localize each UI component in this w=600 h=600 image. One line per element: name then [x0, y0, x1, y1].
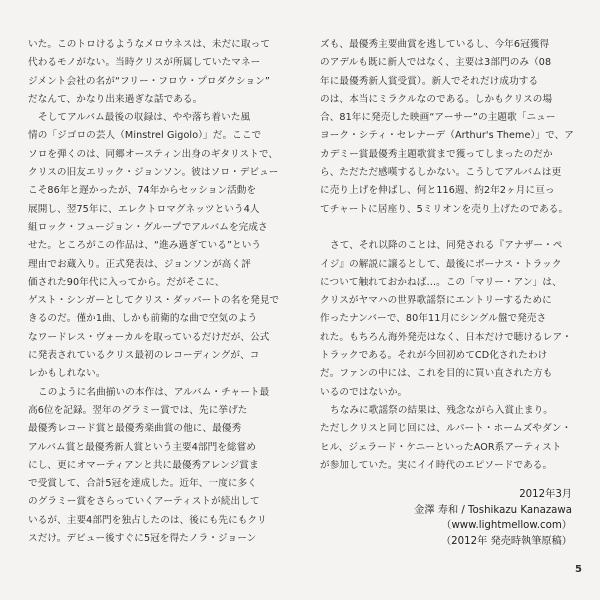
text-line: せた。ところがこの作品は、“進み過ぎている”という [28, 240, 262, 252]
text-line: ズも、最優秀主要曲賞を逃しているし、今年6冠獲得 [320, 39, 550, 50]
text-line: のアデルも既に新人ではなく、主要は3部門のみ（08 [320, 57, 552, 69]
page-number: 5 [575, 564, 582, 575]
paragraph-gap [320, 219, 578, 237]
text-line: 情の「ジゴロの芸人（Minstrel Gigolo）」だ。ここで [28, 130, 262, 142]
text-line: きるのだ。僅か1曲、しかも前衛的な曲で空気のよう [28, 313, 258, 325]
text-line: レかもしれない。 [28, 368, 106, 380]
text-line: について触れておかねば…。この「マリー・アン」は、 [320, 276, 562, 288]
left-column [28, 36, 296, 548]
text-line: が参加していた。実にイイ時代のエピソードである。 [320, 459, 553, 471]
text-line: 組ロック・フュージョン・グループでアルバムを完成さ [28, 221, 268, 233]
signature-website: （www.lightmellow.com） [441, 520, 572, 531]
text-line: いるが、主要4部門を独占したのは、後にも先にもクリ [28, 514, 267, 526]
text-line: ちなみに歌謡祭の結果は、残念ながら入賞止まり。 [330, 404, 553, 416]
text-line: だ。ファンの中には、これを目的に買い直された方も [320, 368, 553, 380]
text-line: さて、それ以降のことは、同発される『アナザー・ペ [330, 240, 563, 252]
text-line: イジ』の解説に譲るとして、最後にボーナス・トラック [320, 258, 562, 270]
text-line: れた。もちろん海外発売はなく、日本だけで聴けるレア・ [320, 331, 572, 343]
text-line: スだけ。デビュー後すぐに5冠を得たノラ・ジョーン [28, 533, 257, 545]
text-line: クリスがヤマハの世界歌謡祭にエントリーするために [320, 295, 552, 307]
text-line: 合、81年に発売した映画“アーサー”の主題歌「ニュー [320, 112, 556, 124]
text-line: ヨーク・シティ・セレナーデ（Arthur's Theme）」で、ア [320, 130, 574, 142]
text-line: にし、更にオマーティアンと共に最優秀アレンジ賞ま [28, 459, 259, 471]
text-line: だなんて、かなり出来過ぎな話である。 [28, 93, 203, 105]
text-line: のグラミー賞をさらっていくアーティストが続出して [28, 496, 260, 508]
author-signature [414, 487, 572, 549]
text-line: 展開し、翌75年に、エレクトロマグネッツという4人 [28, 203, 260, 215]
text-line: いるのではないか。 [320, 386, 408, 398]
signature-date: 2012年3月 [519, 489, 572, 500]
signature-note: （2012年 発売時執筆原稿） [440, 535, 572, 547]
text-line: アルバム賞と最優秀新人賞という主要4部門を総嘗め [28, 441, 257, 453]
text-line: に発表されているクリス最初のレコーディングが、コ [28, 350, 260, 362]
text-line: 年に最優秀新人賞受賞）。新人でそれだけ成功する [320, 75, 539, 87]
text-line: 理由でお蔵入り。正式発表は、ジョンソンが高く評 [28, 258, 251, 270]
signature-author: 金澤 寿和 / Toshikazu Kanazawa [414, 504, 572, 516]
text-line: ら、ただただ感嘆するしかない。こうしてアルバムは更 [320, 167, 562, 179]
text-line: なワードレス・ヴォーカルを取っているだけだが、公式 [28, 331, 270, 343]
text-line: クリスの旧友エリック・ジョンソン。彼はソロ・デビュー [28, 167, 279, 179]
text-line: ジメント会社の名が“フリー・フロウ・プロダクション” [28, 75, 270, 87]
text-line: 最優秀レコード賞と最優秀楽曲賞の他に、最優秀 [28, 423, 242, 435]
text-line: てチャートに居座り、5ミリオンを売り上げたのである。 [320, 203, 569, 215]
text-line: ソロを弾くのは、同郷オースティン出身のギタリストで、 [28, 148, 279, 160]
text-line: 高6位を記録。翌年のグラミー賞では、先に挙げた [28, 404, 248, 416]
text-line: いた。このトロけるようなメロウネスは、未だに取って [28, 39, 271, 50]
text-line: ゲスト・シンガーとしてクリス・ダッパートの名を発見で [28, 295, 280, 307]
text-line: 価された90年代に入ってから。だがそこに、 [28, 276, 225, 288]
text-line: トラックである。それが今回初めてCD化されたわけ [320, 350, 548, 362]
text-line: 代わるモノがない。当時クリスが所属していたマネー [28, 57, 261, 69]
text-line: カデミー賞最優秀主題歌賞まで獲ってしまったのだか [320, 148, 553, 160]
text-line: に売り上げを伸ばし、何と116週、約2年2ヶ月に亘っ [320, 185, 555, 197]
text-line: のは、本当にミラクルなのである。しかもクリスの場 [320, 93, 553, 105]
text-line: ヒル、ジェラード・ケニーといったAOR系アーティスト [320, 441, 562, 453]
right-column [320, 36, 578, 475]
text-line: 作ったナンバーで、80年11月にシングル盤で発売さ [320, 313, 547, 325]
text-line: ただしクリスと同じ回には、ルパート・ホームズやダン・ [320, 423, 572, 435]
text-line: そしてアルバム最後の収録は、やや落ち着いた風 [38, 112, 251, 124]
text-line: で受賞して、合計5冠を達成した。近年、一度に多く [28, 478, 257, 490]
text-line: このように名曲揃いの本作は、アルバム・チャート最 [38, 386, 270, 398]
text-line: こそ86年と遅かったが、74年からセッション活動を [28, 185, 257, 197]
